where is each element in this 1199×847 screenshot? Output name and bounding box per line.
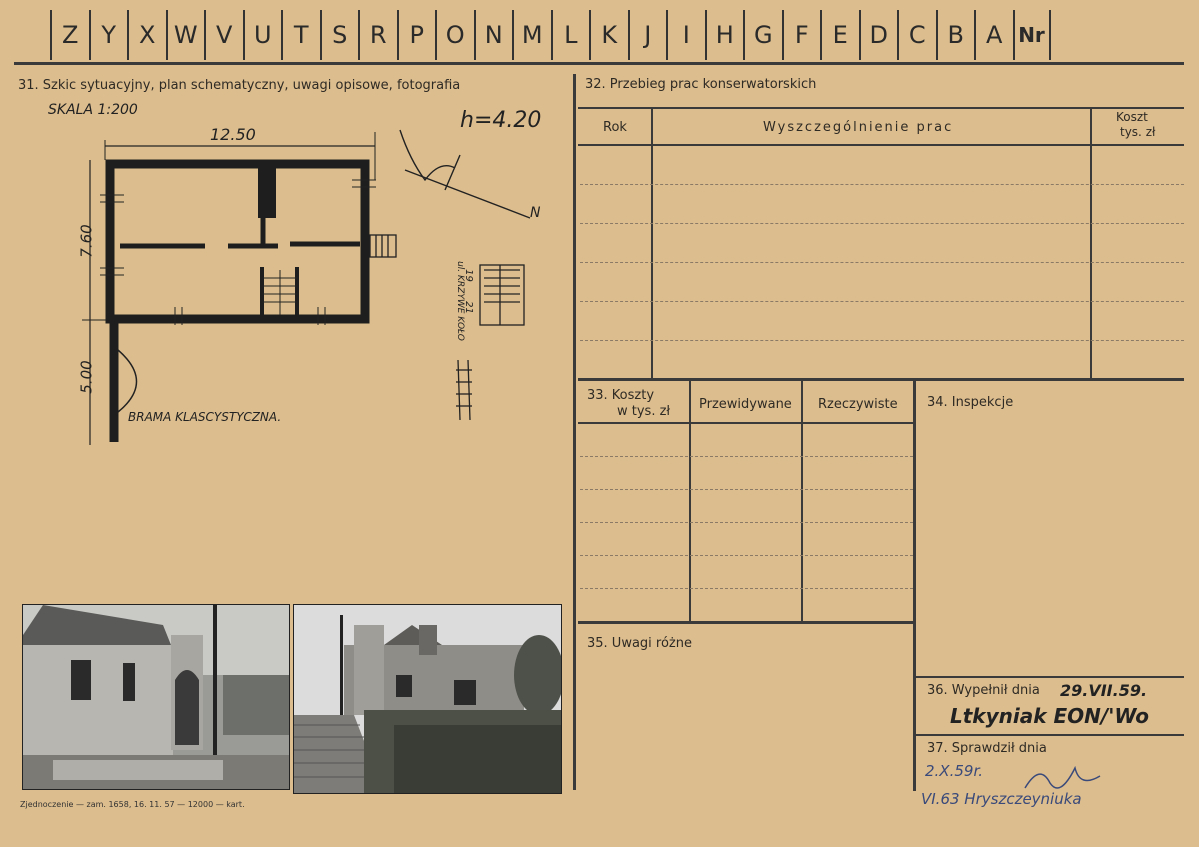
house-number-21: 21: [462, 301, 474, 314]
s32-col-cost-unit: tys. zł: [1120, 125, 1156, 139]
s32-col-divider-1: [651, 107, 653, 378]
s33-row-line: [580, 456, 913, 457]
index-letter-e: E: [820, 10, 859, 60]
header-divider: [14, 62, 1184, 65]
gate-label: BRAMA KLASCYSTYCZNA.: [128, 410, 282, 424]
index-letter-k: K: [589, 10, 628, 60]
s32-col-divider-2: [1090, 107, 1092, 378]
index-letter-i: I: [666, 10, 705, 60]
s33-col-divider-2: [801, 381, 803, 623]
dimension-width: 12.50: [210, 125, 256, 144]
s33-row-line: [580, 489, 913, 490]
index-letter-j: J: [628, 10, 667, 60]
s32-bottom-border: [578, 378, 1184, 381]
dimension-depth: 7.60: [77, 224, 96, 258]
index-letter-m: M: [512, 10, 551, 60]
index-letter-o: O: [435, 10, 474, 60]
height-note: h=4.20: [460, 108, 542, 133]
s37-note: VI.63 Hryszczeyniuka: [921, 790, 1082, 808]
index-letter-s: S: [320, 10, 359, 60]
s32-row-line: [580, 223, 1184, 224]
section-34-title: 34. Inspekcje: [927, 395, 1014, 410]
s32-row-line: [580, 184, 1184, 185]
section-37-title: 37. Sprawdził dnia: [927, 741, 1047, 756]
s33-row-line: [580, 555, 913, 556]
house-number-19: 19: [462, 269, 474, 282]
street-label: ul. KRZYWE KOŁO: [454, 261, 465, 341]
section-33-title-line1: 33. Koszty: [587, 388, 655, 403]
s32-col-cost: Koszt: [1116, 110, 1148, 124]
s36-top-border: [916, 676, 1184, 678]
s33-34-divider: [913, 381, 916, 791]
floor-plan-sketch: [60, 120, 580, 450]
s32-header-top: [578, 107, 1184, 109]
index-letter-l: L: [551, 10, 590, 60]
section-31-title: 31. Szkic sytuacyjny, plan schematyczny, uwagi opisowe, fotografia: [18, 78, 461, 93]
index-nr: Nr: [1013, 10, 1051, 60]
index-letter-d: D: [859, 10, 898, 60]
index-letter-x: X: [127, 10, 166, 60]
section-33-title-line2: w tys. zł: [617, 404, 671, 419]
s33-col-planned: Przewidywane: [699, 397, 792, 412]
index-letter-u: U: [243, 10, 282, 60]
s37-top-border: [916, 734, 1184, 736]
photo-building-facade-image: [23, 605, 289, 789]
s32-row-line: [580, 262, 1184, 263]
section-36-title: 36. Wypełnił dnia: [927, 683, 1040, 698]
index-letter-w: W: [166, 10, 205, 60]
s37-date: 2.X.59r.: [925, 762, 984, 780]
s32-row-line: [580, 301, 1184, 302]
section-35-title: 35. Uwagi różne: [587, 636, 692, 651]
print-info: Zjednoczenie — zam. 1658, 16. 11. 57 — 12000 — kart.: [20, 800, 245, 809]
photo-street-stairs: [293, 604, 562, 794]
s36-date: 29.VII.59.: [1060, 681, 1148, 700]
north-marker: N: [530, 205, 541, 221]
index-letter-a: A: [974, 10, 1013, 60]
s33-row-line: [580, 588, 913, 589]
index-letter-t: T: [281, 10, 320, 60]
s32-header-bottom: [578, 144, 1184, 146]
s32-col-year: Rok: [603, 120, 627, 135]
photo-building-facade: [22, 604, 290, 790]
section-32-title: 32. Przebieg prac konserwatorskich: [585, 77, 817, 92]
index-letter-p: P: [397, 10, 436, 60]
s33-header-bottom: [578, 422, 914, 424]
scale-note: SKALA 1:200: [48, 102, 138, 118]
index-letter-r: R: [358, 10, 397, 60]
index-letter-v: V: [204, 10, 243, 60]
s33-col-actual: Rzeczywiste: [818, 397, 898, 412]
index-letter-b: B: [936, 10, 975, 60]
dimension-gate: 5.00: [77, 360, 96, 394]
index-letter-f: F: [782, 10, 821, 60]
s33-col-divider-1: [689, 381, 691, 623]
index-letter-y: Y: [89, 10, 128, 60]
index-letter-z: Z: [50, 10, 89, 60]
index-letter-h: H: [705, 10, 744, 60]
s36-signature: Ltkyniak EON/'Wo: [950, 704, 1150, 728]
s32-row-line: [580, 340, 1184, 341]
s32-col-works: Wyszczególnienie prac: [763, 120, 954, 135]
alphabet-index-row: [50, 10, 1051, 60]
index-letter-n: N: [474, 10, 513, 60]
index-letter-c: C: [897, 10, 936, 60]
s33-row-line: [580, 522, 913, 523]
s33-bottom-border: [578, 621, 914, 624]
photo-street-stairs-image: [294, 605, 561, 793]
index-letter-g: G: [743, 10, 782, 60]
